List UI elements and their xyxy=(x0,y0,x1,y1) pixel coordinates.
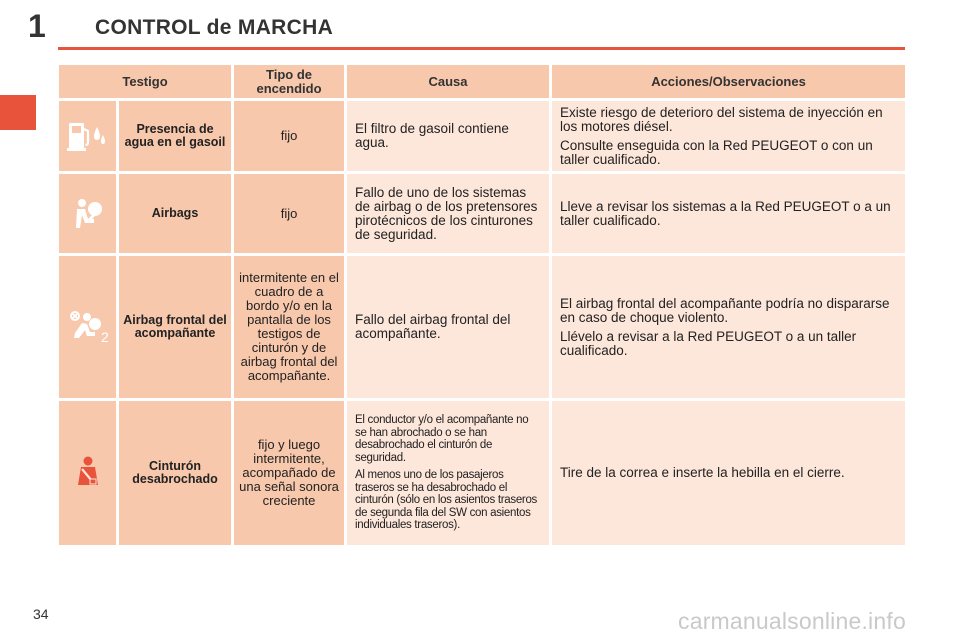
warning-name: Airbags xyxy=(119,174,231,253)
watermark: carmanualsonline.info xyxy=(678,608,906,634)
ignition-type: fijo xyxy=(234,174,344,253)
warning-lights-table xyxy=(56,62,908,548)
header-causa: Causa xyxy=(347,65,549,98)
actions-text xyxy=(552,101,905,171)
svg-text:2: 2 xyxy=(100,329,109,345)
table-row xyxy=(59,174,905,253)
action-paragraph: El airbag frontal del acompañante podría no dispararse en caso de choque violento. xyxy=(560,295,890,325)
actions-text xyxy=(552,401,905,545)
cause-paragraph: Al menos uno de los pasajeros traseros se ha desabrochado el cinturón (sólo en los asientos traseros de segunda fila del SW con asientos individuales traseros). xyxy=(355,469,537,532)
header-acciones: Acciones/Observaciones xyxy=(552,65,905,98)
chapter-side-tab xyxy=(0,95,36,130)
cause-text xyxy=(347,174,549,253)
cause-text xyxy=(347,101,549,171)
cause-paragraph: El conductor y/o el acompañante no se han abrochado o se han desabrochado el cinturón de seguridad. xyxy=(355,414,529,464)
ignition-type: fijo y luego intermitente, acompañado de una señal sonora creciente xyxy=(234,401,344,545)
cause-paragraph: Fallo del airbag frontal del acompañante. xyxy=(355,312,511,341)
header-testigo: Testigo xyxy=(59,65,231,98)
actions-text xyxy=(552,174,905,253)
icon-cell xyxy=(59,256,116,398)
chapter-number: 1 xyxy=(28,8,46,44)
icon-cell xyxy=(59,174,116,253)
fuel-water-icon xyxy=(59,118,116,154)
action-paragraph: Existe riesgo de deterioro del sistema de inyección en los motores diésel. xyxy=(560,104,883,134)
action-paragraph: Consulte enseguida con la Red PEUGEOT o con un taller cualificado. xyxy=(560,137,873,167)
passenger-airbag-off-icon xyxy=(59,307,116,347)
ignition-type: fijo xyxy=(234,101,344,171)
header-tipo-encendido: Tipo de encendido xyxy=(234,65,344,98)
warning-name: Cinturón desabrochado xyxy=(119,401,231,545)
warning-name: Airbag frontal del acompañante xyxy=(119,256,231,398)
actions-text xyxy=(552,256,905,398)
seatbelt-unfastened-icon xyxy=(59,454,116,492)
cause-paragraph: El filtro de gasoil contiene agua. xyxy=(355,121,509,150)
action-paragraph: Lleve a revisar los sistemas a la Red PEUGEOT o a un taller cualificado. xyxy=(560,198,891,228)
warning-name: Presencia de agua en el gasoil xyxy=(119,101,231,171)
cause-paragraph: Fallo de uno de los sistemas de airbag o de los pretensores pirotécnicos de los cinturones de seguridad. xyxy=(355,184,538,242)
icon-cell xyxy=(59,401,116,545)
action-paragraph: Llévelo a revisar a la Red PEUGEOT o a un taller cualificado. xyxy=(560,328,857,358)
ignition-type: intermitente en el cuadro de a bordo y/o en la pantalla de los testigos de cinturón y de airbag frontal del acompañante. xyxy=(234,256,344,398)
cause-text xyxy=(347,401,549,545)
table-row xyxy=(59,101,905,171)
table-header-row xyxy=(59,65,905,98)
table-row xyxy=(59,256,905,398)
page-title: CONTROL de MARCHA xyxy=(95,16,334,39)
airbag-icon xyxy=(59,194,116,234)
page-number: 34 xyxy=(33,606,49,622)
cause-text xyxy=(347,256,549,398)
table-row xyxy=(59,401,905,545)
action-paragraph: Tire de la correa e inserte la hebilla en el cierre. xyxy=(560,465,845,480)
icon-cell xyxy=(59,101,116,171)
title-divider xyxy=(58,47,905,50)
